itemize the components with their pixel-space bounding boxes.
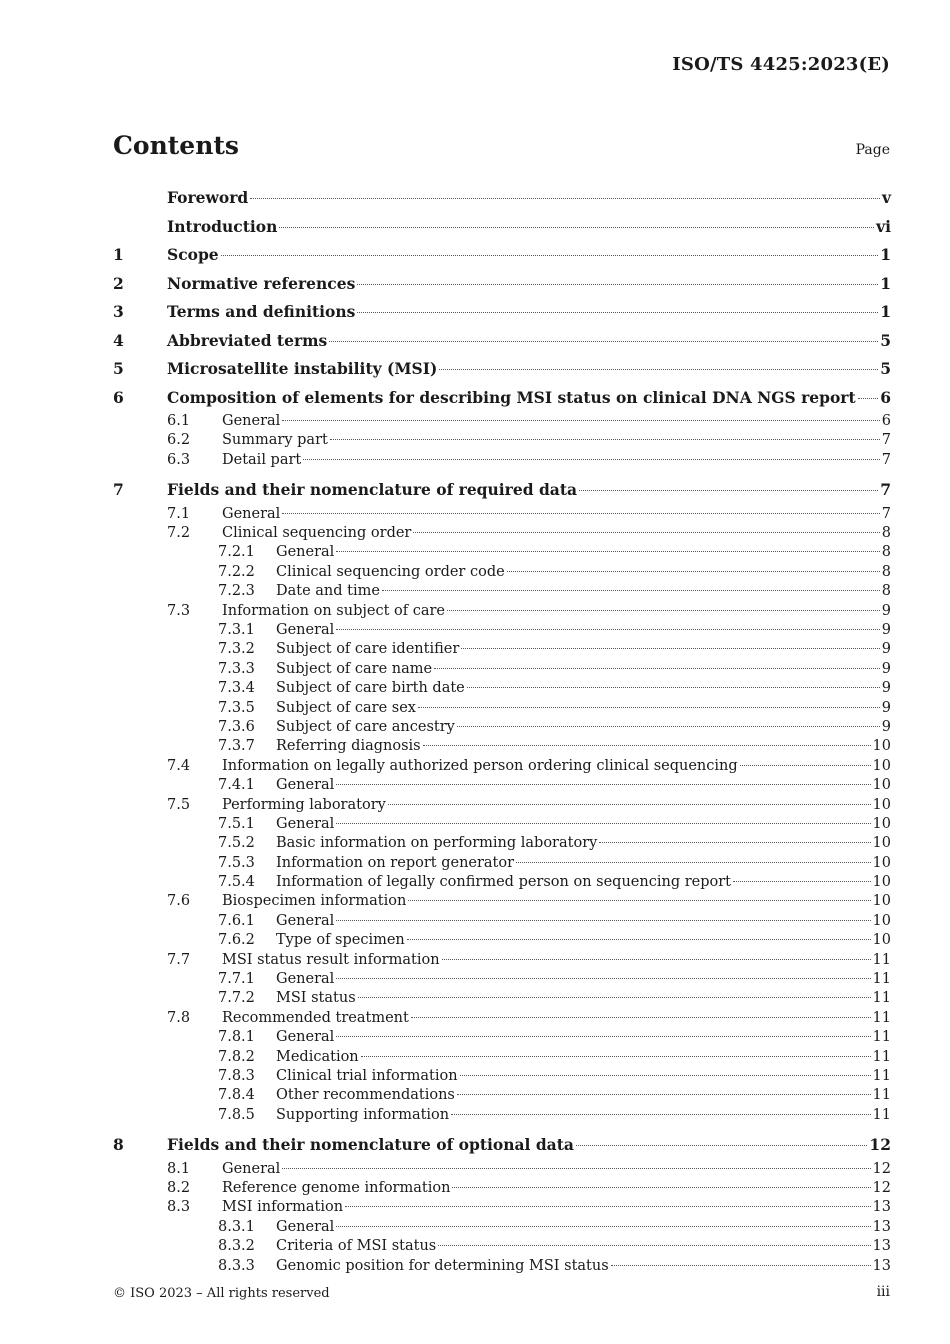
toc-entry-title: Clinical trial information bbox=[276, 1068, 458, 1084]
toc-entry-title: General bbox=[276, 544, 335, 561]
toc-entry-title: Summary part bbox=[222, 432, 328, 449]
toc-entry-title: General bbox=[222, 413, 281, 429]
dot-leader bbox=[413, 531, 879, 533]
toc-entry-number: 8.3.3 bbox=[218, 1257, 255, 1274]
toc-entry-number: 7.8.4 bbox=[218, 1087, 255, 1104]
dot-leader bbox=[447, 609, 880, 611]
toc-entry-title: General bbox=[276, 1218, 335, 1235]
dot-leader bbox=[361, 1055, 871, 1057]
dot-leader bbox=[336, 628, 879, 630]
toc-entry-page: 11 bbox=[872, 951, 891, 968]
dot-leader bbox=[611, 1264, 871, 1266]
toc-entry-number: 7.3.6 bbox=[218, 718, 255, 735]
toc-entry[interactable] bbox=[113, 1160, 891, 1179]
dot-leader bbox=[467, 686, 880, 688]
toc-entry-title: Scope bbox=[167, 245, 219, 264]
toc-entry[interactable] bbox=[113, 1028, 891, 1047]
toc-entry[interactable] bbox=[113, 1198, 891, 1217]
toc-entry-page: 8 bbox=[881, 583, 891, 600]
toc-entry-page: 9 bbox=[881, 660, 891, 677]
toc-entry-page: v bbox=[881, 188, 891, 207]
toc-entry[interactable] bbox=[113, 384, 891, 413]
toc-entry-page: 9 bbox=[881, 718, 891, 735]
toc-entry[interactable] bbox=[113, 757, 891, 776]
toc-entry-title: Subject of care birth date bbox=[276, 680, 465, 697]
toc-entry-number: 7.8.2 bbox=[218, 1048, 255, 1065]
toc-entry-number: 4 bbox=[113, 330, 124, 350]
toc-entry-title: General bbox=[276, 971, 335, 988]
toc-entry-page: 13 bbox=[872, 1218, 891, 1235]
toc-entry-page: 11 bbox=[872, 1087, 891, 1104]
toc-entry[interactable] bbox=[113, 660, 891, 679]
toc-entry-number: 7.3.5 bbox=[218, 699, 255, 716]
toc-entry-page: 10 bbox=[872, 835, 891, 852]
toc-entry-number: 7 bbox=[113, 480, 124, 500]
toc-entry-number: 7.2.3 bbox=[218, 583, 255, 600]
dot-leader bbox=[858, 397, 879, 399]
toc-entry[interactable] bbox=[113, 640, 891, 659]
toc-entry-number: 3 bbox=[113, 302, 124, 321]
toc-entry-page: 9 bbox=[881, 602, 891, 619]
toc-entry-number: 7.3.7 bbox=[218, 738, 255, 755]
toc-entry-title: Clinical sequencing order bbox=[222, 525, 412, 542]
toc-entry-page: 12 bbox=[872, 1160, 891, 1177]
toc-entry-page: 10 bbox=[872, 815, 891, 832]
toc-entry-page: vi bbox=[876, 216, 891, 236]
toc-entry-number: 5 bbox=[113, 359, 124, 378]
dot-leader bbox=[438, 1244, 870, 1246]
toc-entry-number: 7.8.5 bbox=[218, 1106, 255, 1123]
toc-entry-title: Introduction bbox=[167, 216, 278, 236]
copyright-notice: © ISO 2023 – All rights reserved bbox=[113, 1286, 330, 1301]
toc-entry-page: 11 bbox=[872, 1068, 891, 1084]
toc-entry[interactable] bbox=[113, 298, 891, 327]
toc-entry-title: Abbreviated terms bbox=[167, 330, 328, 350]
toc-entry[interactable] bbox=[113, 431, 891, 450]
toc-entry[interactable] bbox=[113, 355, 891, 384]
toc-entry-title: Subject of care name bbox=[276, 660, 433, 677]
toc-entry-title: Fields and their nomenclature of optional data bbox=[167, 1135, 574, 1155]
dot-leader bbox=[357, 311, 878, 313]
toc-entry[interactable] bbox=[113, 854, 891, 873]
page-column-label: Page bbox=[855, 142, 890, 158]
toc-entry-page: 13 bbox=[872, 1238, 891, 1255]
dot-leader bbox=[336, 550, 879, 552]
toc-entry[interactable] bbox=[113, 1218, 891, 1237]
toc-entry-number: 8.1 bbox=[167, 1160, 191, 1177]
toc-entry-page: 5 bbox=[880, 330, 891, 350]
toc-entry[interactable] bbox=[113, 582, 891, 601]
dot-leader bbox=[357, 283, 878, 285]
table-of-contents bbox=[113, 184, 891, 1276]
toc-entry[interactable] bbox=[113, 1179, 891, 1198]
dot-leader bbox=[451, 1113, 870, 1115]
toc-entry[interactable] bbox=[113, 621, 891, 640]
toc-entry-title: Foreword bbox=[167, 188, 249, 207]
toc-entry-number: 7.3.1 bbox=[218, 622, 255, 639]
dot-leader bbox=[439, 368, 878, 370]
toc-entry[interactable] bbox=[113, 451, 891, 470]
toc-entry[interactable] bbox=[113, 796, 891, 815]
toc-entry-title: Composition of elements for describing MSI status on clinical DNA NGS report bbox=[167, 387, 856, 407]
toc-entry[interactable] bbox=[113, 892, 891, 911]
toc-entry[interactable] bbox=[113, 213, 891, 242]
toc-entry-title: MSI information bbox=[222, 1199, 344, 1216]
toc-entry-page: 7 bbox=[881, 451, 891, 468]
toc-entry-page: 9 bbox=[881, 641, 891, 658]
toc-entry-number: 8 bbox=[113, 1135, 124, 1155]
contents-heading: Contents bbox=[113, 131, 240, 160]
toc-entry-title: Supporting information bbox=[276, 1106, 450, 1123]
dot-leader bbox=[418, 706, 880, 708]
dot-leader bbox=[507, 570, 880, 572]
toc-entry[interactable] bbox=[113, 412, 891, 431]
dot-leader bbox=[460, 1074, 871, 1076]
toc-entry-title: Information of legally confirmed person on sequencing report bbox=[276, 874, 731, 891]
toc-entry-number: 7.3.4 bbox=[218, 680, 255, 697]
toc-entry[interactable] bbox=[113, 327, 891, 356]
toc-entry-page: 13 bbox=[872, 1257, 891, 1274]
toc-entry-number: 7.5.4 bbox=[218, 874, 255, 891]
toc-entry[interactable] bbox=[113, 1048, 891, 1067]
toc-entry-title: General bbox=[276, 622, 335, 639]
dot-leader bbox=[461, 647, 879, 649]
toc-entry-number: 7.3.3 bbox=[218, 660, 255, 677]
toc-entry[interactable] bbox=[113, 951, 891, 970]
toc-entry[interactable] bbox=[113, 1237, 891, 1256]
toc-entry-page: 10 bbox=[872, 893, 891, 910]
toc-entry-page: 1 bbox=[880, 245, 891, 264]
toc-entry-title: Reference genome information bbox=[222, 1180, 451, 1197]
toc-entry-title: Subject of care sex bbox=[276, 699, 416, 716]
toc-entry[interactable] bbox=[113, 679, 891, 698]
toc-entry-number: 7.4 bbox=[167, 757, 191, 774]
dot-leader bbox=[336, 1035, 870, 1037]
toc-entry-number: 7.5.1 bbox=[218, 815, 255, 832]
toc-entry-page: 6 bbox=[880, 387, 891, 407]
toc-entry-number: 7.7.1 bbox=[218, 971, 255, 988]
toc-entry-number: 7.2.2 bbox=[218, 563, 255, 580]
toc-entry[interactable] bbox=[113, 270, 891, 299]
toc-entry-page: 9 bbox=[881, 622, 891, 639]
toc-entry[interactable] bbox=[113, 1086, 891, 1105]
toc-entry[interactable] bbox=[113, 1131, 891, 1160]
dot-leader bbox=[336, 822, 870, 824]
toc-entry-number: 7.8.1 bbox=[218, 1029, 255, 1046]
toc-entry-page: 10 bbox=[872, 777, 891, 794]
dot-leader bbox=[336, 783, 870, 785]
toc-entry-page: 10 bbox=[872, 874, 891, 891]
toc-entry[interactable] bbox=[113, 184, 891, 213]
toc-entry[interactable] bbox=[113, 1257, 891, 1276]
toc-entry[interactable] bbox=[113, 834, 891, 853]
toc-entry-title: General bbox=[276, 1029, 335, 1046]
toc-entry[interactable] bbox=[113, 505, 891, 524]
dot-leader bbox=[358, 996, 871, 998]
toc-entry-page: 10 bbox=[872, 796, 891, 813]
dot-leader bbox=[303, 458, 880, 460]
toc-entry[interactable] bbox=[113, 241, 891, 270]
toc-entry-title: Clinical sequencing order code bbox=[276, 563, 505, 580]
toc-entry-title: Terms and definitions bbox=[167, 302, 356, 321]
toc-entry-number: 2 bbox=[113, 273, 124, 293]
toc-entry-number: 7.6.1 bbox=[218, 912, 255, 929]
toc-entry-number: 7.7 bbox=[167, 951, 191, 968]
toc-entry-title: Normative references bbox=[167, 273, 356, 293]
toc-entry-number: 7.2 bbox=[167, 525, 191, 542]
dot-leader bbox=[599, 841, 870, 843]
toc-entry-number: 8.2 bbox=[167, 1180, 191, 1197]
toc-entry-page: 9 bbox=[881, 699, 891, 716]
dot-leader bbox=[282, 1167, 870, 1169]
toc-entry-page: 11 bbox=[872, 1048, 891, 1065]
toc-entry[interactable] bbox=[113, 873, 891, 892]
toc-entry[interactable] bbox=[113, 718, 891, 737]
toc-entry[interactable] bbox=[113, 815, 891, 834]
dot-leader bbox=[576, 1144, 868, 1146]
toc-entry-page: 10 bbox=[872, 854, 891, 871]
toc-entry-page: 12 bbox=[872, 1180, 891, 1197]
toc-entry-number: 8.3.1 bbox=[218, 1218, 255, 1235]
toc-entry-number: 7.5.2 bbox=[218, 835, 255, 852]
toc-entry-number: 6.1 bbox=[167, 413, 191, 429]
toc-entry[interactable] bbox=[113, 1106, 891, 1125]
standard-identifier: ISO/TS 4425:2023(E) bbox=[672, 54, 890, 75]
toc-entry-page: 12 bbox=[869, 1135, 891, 1155]
toc-entry-title: General bbox=[276, 912, 335, 929]
toc-entry-number: 7.7.2 bbox=[218, 990, 255, 1007]
toc-entry-page: 10 bbox=[872, 738, 891, 755]
toc-entry-number: 7.5 bbox=[167, 796, 191, 813]
toc-entry-number: 7.6 bbox=[167, 893, 191, 910]
toc-entry[interactable] bbox=[113, 602, 891, 621]
toc-entry-page: 7 bbox=[881, 432, 891, 449]
dot-leader bbox=[411, 1016, 871, 1018]
toc-entry-number: 7.3.2 bbox=[218, 641, 255, 658]
dot-leader bbox=[345, 1205, 870, 1207]
toc-entry-title: Detail part bbox=[222, 451, 302, 468]
toc-entry-title: Microsatellite instability (MSI) bbox=[167, 359, 438, 378]
toc-entry-number: 6.2 bbox=[167, 432, 191, 449]
toc-entry[interactable] bbox=[113, 563, 891, 582]
toc-entry-title: Basic information on performing laboratory bbox=[276, 835, 598, 852]
toc-entry-title: MSI status bbox=[276, 990, 356, 1007]
toc-entry-title: Recommended treatment bbox=[222, 1009, 409, 1026]
toc-entry-page: 8 bbox=[881, 563, 891, 580]
toc-entry-title: Biospecimen information bbox=[222, 893, 407, 910]
toc-entry-page: 7 bbox=[880, 480, 891, 500]
toc-entry[interactable] bbox=[113, 989, 891, 1008]
dot-leader bbox=[388, 803, 871, 805]
toc-entry[interactable] bbox=[113, 912, 891, 931]
toc-entry-number: 7.2.1 bbox=[218, 544, 255, 561]
toc-entry-page: 10 bbox=[872, 912, 891, 929]
toc-entry-page: 11 bbox=[872, 990, 891, 1007]
toc-entry-page: 10 bbox=[872, 757, 891, 774]
toc-entry-page: 7 bbox=[881, 505, 891, 522]
dot-leader bbox=[579, 489, 878, 491]
toc-entry[interactable] bbox=[113, 699, 891, 718]
toc-entry-title: Information on report generator bbox=[276, 854, 515, 871]
toc-entry[interactable] bbox=[113, 543, 891, 562]
toc-entry-number: 8.3 bbox=[167, 1199, 191, 1216]
toc-entry-page: 5 bbox=[880, 359, 891, 378]
toc-entry-number: 7.6.2 bbox=[218, 932, 255, 949]
toc-entry-page: 6 bbox=[881, 413, 891, 429]
toc-entry-number: 7.4.1 bbox=[218, 777, 255, 794]
toc-entry-number: 8.3.2 bbox=[218, 1238, 255, 1255]
toc-entry-page: 11 bbox=[872, 1106, 891, 1123]
toc-entry-page: 8 bbox=[881, 544, 891, 561]
toc-entry-title: Medication bbox=[276, 1048, 359, 1065]
toc-entry[interactable] bbox=[113, 970, 891, 989]
toc-entry-number: 7.1 bbox=[167, 505, 191, 522]
dot-leader bbox=[423, 744, 871, 746]
toc-entry[interactable] bbox=[113, 1009, 891, 1028]
toc-entry-title: Performing laboratory bbox=[222, 796, 386, 813]
dot-leader bbox=[457, 1093, 871, 1095]
dot-leader bbox=[336, 919, 870, 921]
dot-leader bbox=[407, 938, 871, 940]
toc-entry-number: 7.8.3 bbox=[218, 1068, 255, 1084]
toc-entry[interactable] bbox=[113, 776, 891, 795]
dot-leader bbox=[250, 197, 880, 199]
toc-entry[interactable] bbox=[113, 476, 891, 505]
toc-entry-page: 13 bbox=[872, 1199, 891, 1216]
dot-leader bbox=[336, 977, 870, 979]
toc-entry-title: Fields and their nomenclature of required data bbox=[167, 480, 578, 500]
toc-entry-page: 1 bbox=[880, 302, 891, 321]
toc-entry-page: 11 bbox=[872, 1009, 891, 1026]
dot-leader bbox=[442, 958, 871, 960]
toc-entry-title: MSI status result information bbox=[222, 951, 440, 968]
toc-entry-number: 7.3 bbox=[167, 602, 191, 619]
toc-entry-title: Type of specimen bbox=[276, 932, 405, 949]
dot-leader bbox=[434, 667, 880, 669]
toc-entry[interactable] bbox=[113, 931, 891, 950]
toc-entry-title: Date and time bbox=[276, 583, 380, 600]
toc-entry[interactable] bbox=[113, 524, 891, 543]
dot-leader bbox=[282, 512, 879, 514]
toc-entry-title: Other recommendations bbox=[276, 1087, 455, 1104]
toc-entry-page: 10 bbox=[872, 932, 891, 949]
dot-leader bbox=[330, 438, 880, 440]
dot-leader bbox=[329, 340, 878, 342]
dot-leader bbox=[457, 725, 880, 727]
toc-entry-title: Subject of care identifier bbox=[276, 641, 460, 658]
toc-entry-number: 6 bbox=[113, 387, 124, 407]
dot-leader bbox=[221, 254, 879, 256]
dot-leader bbox=[279, 226, 874, 228]
toc-entry-page: 11 bbox=[872, 1029, 891, 1046]
dot-leader bbox=[382, 589, 880, 591]
dot-leader bbox=[408, 899, 870, 901]
toc-entry-page: 9 bbox=[881, 680, 891, 697]
dot-leader bbox=[282, 419, 879, 421]
dot-leader bbox=[733, 880, 871, 882]
toc-entry-title: General bbox=[276, 777, 335, 794]
toc-entry-page: 1 bbox=[880, 273, 891, 293]
toc-entry-title: General bbox=[222, 505, 281, 522]
page-number: iii bbox=[876, 1284, 890, 1300]
toc-entry-page: 11 bbox=[872, 971, 891, 988]
toc-entry-number: 6.3 bbox=[167, 451, 191, 468]
toc-entry-number: 7.5.3 bbox=[218, 854, 255, 871]
toc-entry-title: General bbox=[276, 815, 335, 832]
toc-entry-title: Genomic position for determining MSI status bbox=[276, 1257, 609, 1274]
toc-entry[interactable] bbox=[113, 1067, 891, 1086]
toc-entry-title: Information on legally authorized person ordering clinical sequencing bbox=[222, 757, 738, 774]
dot-leader bbox=[740, 764, 871, 766]
toc-entry-title: Information on subject of care bbox=[222, 602, 445, 619]
toc-entry-title: General bbox=[222, 1160, 281, 1177]
toc-entry-title: Referring diagnosis bbox=[276, 738, 421, 755]
dot-leader bbox=[452, 1186, 870, 1188]
toc-entry[interactable] bbox=[113, 737, 891, 756]
dot-leader bbox=[336, 1225, 870, 1227]
toc-entry-number: 1 bbox=[113, 245, 124, 264]
toc-entry-number: 7.8 bbox=[167, 1009, 191, 1026]
toc-entry-title: Subject of care ancestry bbox=[276, 718, 455, 735]
dot-leader bbox=[516, 861, 871, 863]
toc-entry-page: 8 bbox=[881, 525, 891, 542]
toc-entry-title: Criteria of MSI status bbox=[276, 1238, 437, 1255]
